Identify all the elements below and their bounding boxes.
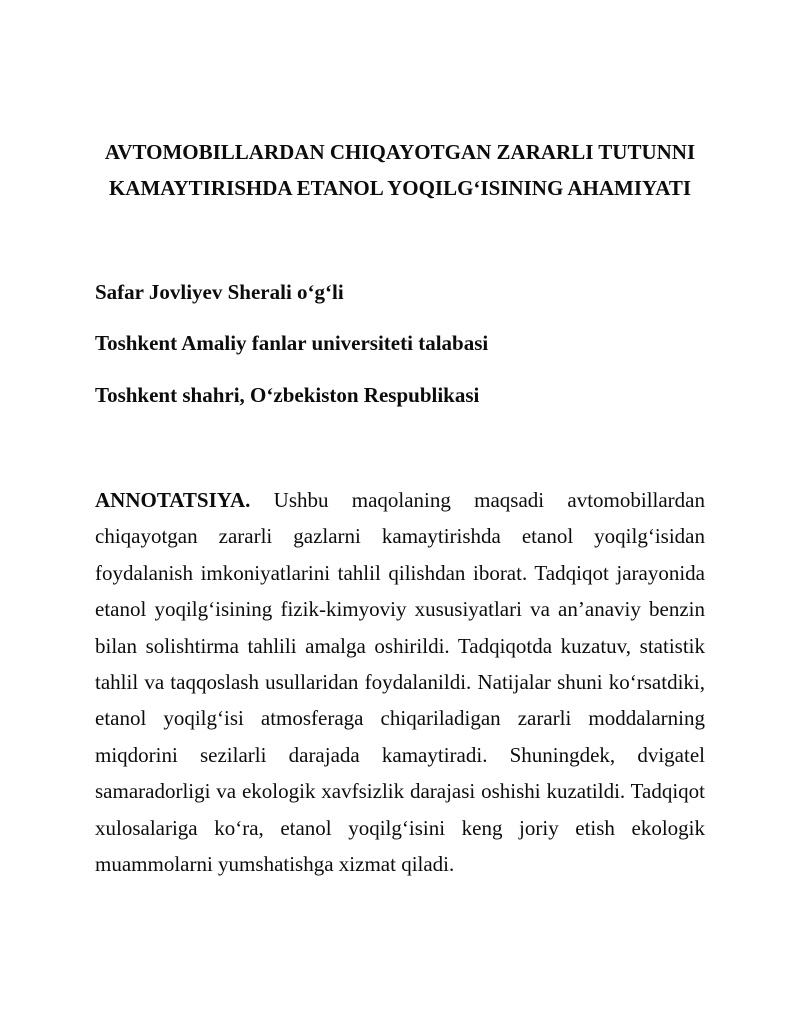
article-title-line-1: AVTOMOBILLARDAN CHIQAYOTGAN ZARARLI TUTUNNI [104,140,696,164]
author-name: Safar Jovliyev Sherali o‘g‘li [95,280,344,304]
abstract-section [95,482,705,882]
abstract-paragraph [95,482,705,882]
abstract-heading: ANNOTATSIYA. [95,488,251,512]
article-title [95,134,705,207]
abstract-text: Ushbu maqolaning maqsadi avtomobillardan chiqayotgan zararli gazlarni kamaytirishda etanol yoqilg‘isidan foydalanish imkoniyatlarini tahlil qilishdan iborat. Tadqiqot jarayonida etanol yoqilg‘isining fizik-kimyoviy xususiyatlari va an’anaviy benzin bilan solishtirma tahlili amalga oshirildi. Tadqiqotda kuzatuv, statistik tahlil va taqqoslash usullaridan foydalanildi. Natijalar shuni ko‘rsatdiki, etanol yoqilg‘isi atmosferaga chiqariladigan zararli moddalarning miqdorini sezilarli darajada kamaytiradi. Shuningdek, dvigatel samaradorligi va ekologik xavfsizlik darajasi oshishi kuzatildi. Tadqiqot xulosalariga ko‘ra, etanol yoqilg‘isini keng joriy etish ekologik muammolarni yumshatishga xizmat qiladi. [95,488,705,877]
author-location: Toshkent shahri, O‘zbekiston Respublikasi [95,382,480,407]
author-block [95,274,705,428]
article-title-line-2: KAMAYTIRISHDA ETANOL YOQILG‘ISINING AHAMIYATI [108,176,692,201]
author-affiliation: Toshkent Amaliy fanlar universiteti talabasi [95,331,489,356]
